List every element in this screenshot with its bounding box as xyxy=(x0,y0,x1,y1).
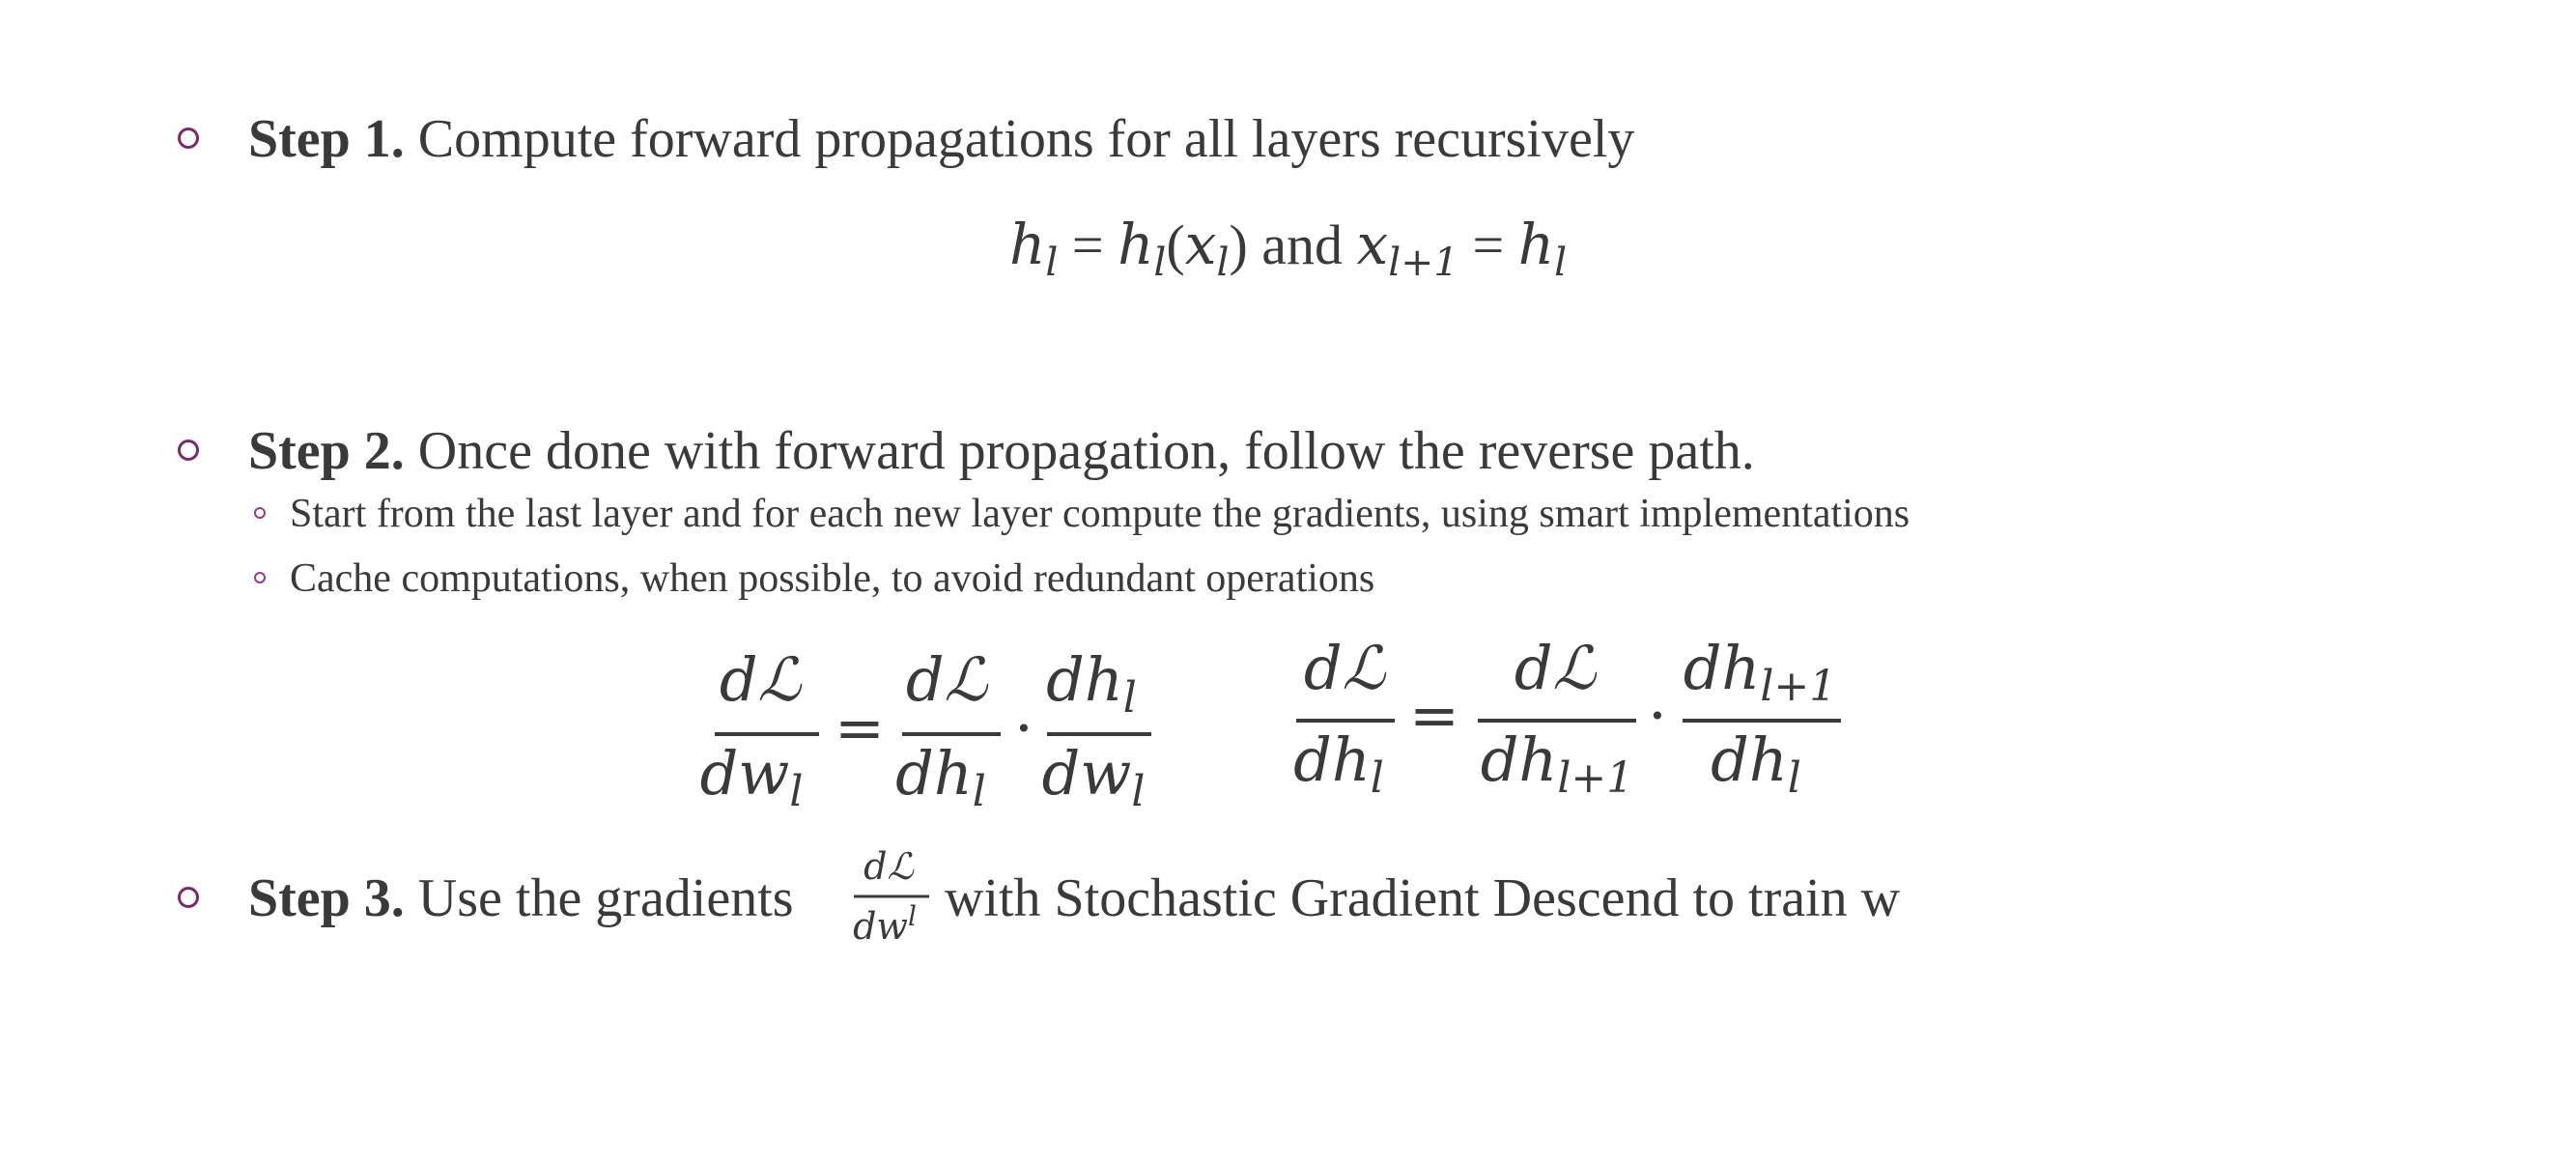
eq2b-f1-den-sub: l+1 xyxy=(1557,753,1634,803)
eq2b-f1-den xyxy=(1481,724,1634,803)
eq2b-f1-den-main: dh xyxy=(1480,724,1558,795)
eq2a-lhs-den-sub: l xyxy=(789,767,804,816)
eq1-lhs-sub: l xyxy=(1045,239,1059,286)
eq2b-dot: · xyxy=(1648,680,1667,751)
eq2b-f2-num-sub: l+1 xyxy=(1760,662,1837,711)
eq2a-f1-num: dℒ xyxy=(905,644,988,715)
eq2b-lhs-num: dℒ xyxy=(1303,633,1386,703)
eq1-rhs-func-sub: l xyxy=(1153,239,1167,286)
eq1-lhs2-sub: l+1 xyxy=(1388,239,1459,286)
step1-label: Step 1. xyxy=(248,109,405,169)
eq2b-lhs-den-main: dh xyxy=(1293,724,1371,795)
eq2b-f2-den-main: dh xyxy=(1711,724,1788,795)
step2-subitem-2: Cache computations, when possible, to avoid redundant operations xyxy=(290,556,1375,601)
step3-frac-den-main: dw xyxy=(853,905,908,948)
eq2a-dot: · xyxy=(1014,693,1033,763)
step2-text: Once done with forward propagation, follow the reverse path. xyxy=(417,421,1755,481)
step2-label: Step 2. xyxy=(248,421,405,481)
eq2b-equals: = xyxy=(1409,680,1459,751)
eq2b-f2-num xyxy=(1684,633,1837,711)
eq1-equals: = xyxy=(1071,213,1104,276)
eq2b-f2-num-main: dh xyxy=(1683,633,1761,703)
eq1-lhs2: x xyxy=(1356,212,1389,277)
eq2a-f2-den-main: dw xyxy=(1041,738,1132,809)
eq2a-f2-den xyxy=(1042,738,1146,816)
step3-frac-num: dℒ xyxy=(863,845,914,888)
eq2a-f2-num-sub: l xyxy=(1122,673,1137,723)
step1-equation: $h_l = h_l(x_l)$ and $x_{l+1} = h_l$ xyxy=(1009,212,1568,286)
eq2a-equals: = xyxy=(835,693,885,763)
eq2b-lhs-den-sub: l xyxy=(1370,753,1384,803)
eq2a-f1-den xyxy=(895,738,986,816)
eq1-equals2: = xyxy=(1472,213,1505,276)
step1-text: Compute forward propagations for all layers recursively xyxy=(417,109,1635,169)
eq1-rhs-arg-sub: l xyxy=(1216,239,1230,286)
eq2a-f2-num xyxy=(1046,644,1137,723)
step3-label: Step 3. xyxy=(248,868,405,928)
step3-line-left xyxy=(248,868,794,928)
eq2a-f1-den-main: dh xyxy=(895,738,973,809)
eq2a-f2-den-sub: l xyxy=(1131,767,1146,816)
eq2a-lhs-num: dℒ xyxy=(719,644,802,715)
eq1-rhs2: h xyxy=(1517,212,1555,277)
eq1-rhs-arg: x xyxy=(1184,212,1217,277)
step3-frac-den-sup: l xyxy=(907,900,917,932)
step3-text-before: Use the gradients xyxy=(417,868,794,928)
eq1-rhs2-sub: l xyxy=(1554,239,1568,286)
step2-subitem-1: Start from the last layer and for each new layer compute the gradients, using smart implementations xyxy=(290,492,1911,536)
step3-text-after: with Stochastic Gradient Descend to train w xyxy=(945,868,1901,928)
eq1-rhs-func: h xyxy=(1118,212,1154,277)
eq1-lhs: h xyxy=(1009,212,1046,277)
eq2b-lhs-den xyxy=(1293,724,1384,803)
eq1-and: and xyxy=(1261,213,1344,276)
eq2b-f1-num: dℒ xyxy=(1514,633,1597,703)
eq2b-f2-den xyxy=(1711,724,1801,803)
eq2a-f1-den-sub: l xyxy=(972,767,986,816)
eq2a-lhs-den-main: dw xyxy=(699,738,790,809)
eq2a-f2-num-main: dh xyxy=(1046,644,1123,715)
eq2a-lhs-den xyxy=(700,738,804,816)
eq2b-f2-den-sub: l xyxy=(1787,753,1801,803)
step3-bullet xyxy=(178,887,199,908)
step3-frac-den xyxy=(853,900,917,948)
